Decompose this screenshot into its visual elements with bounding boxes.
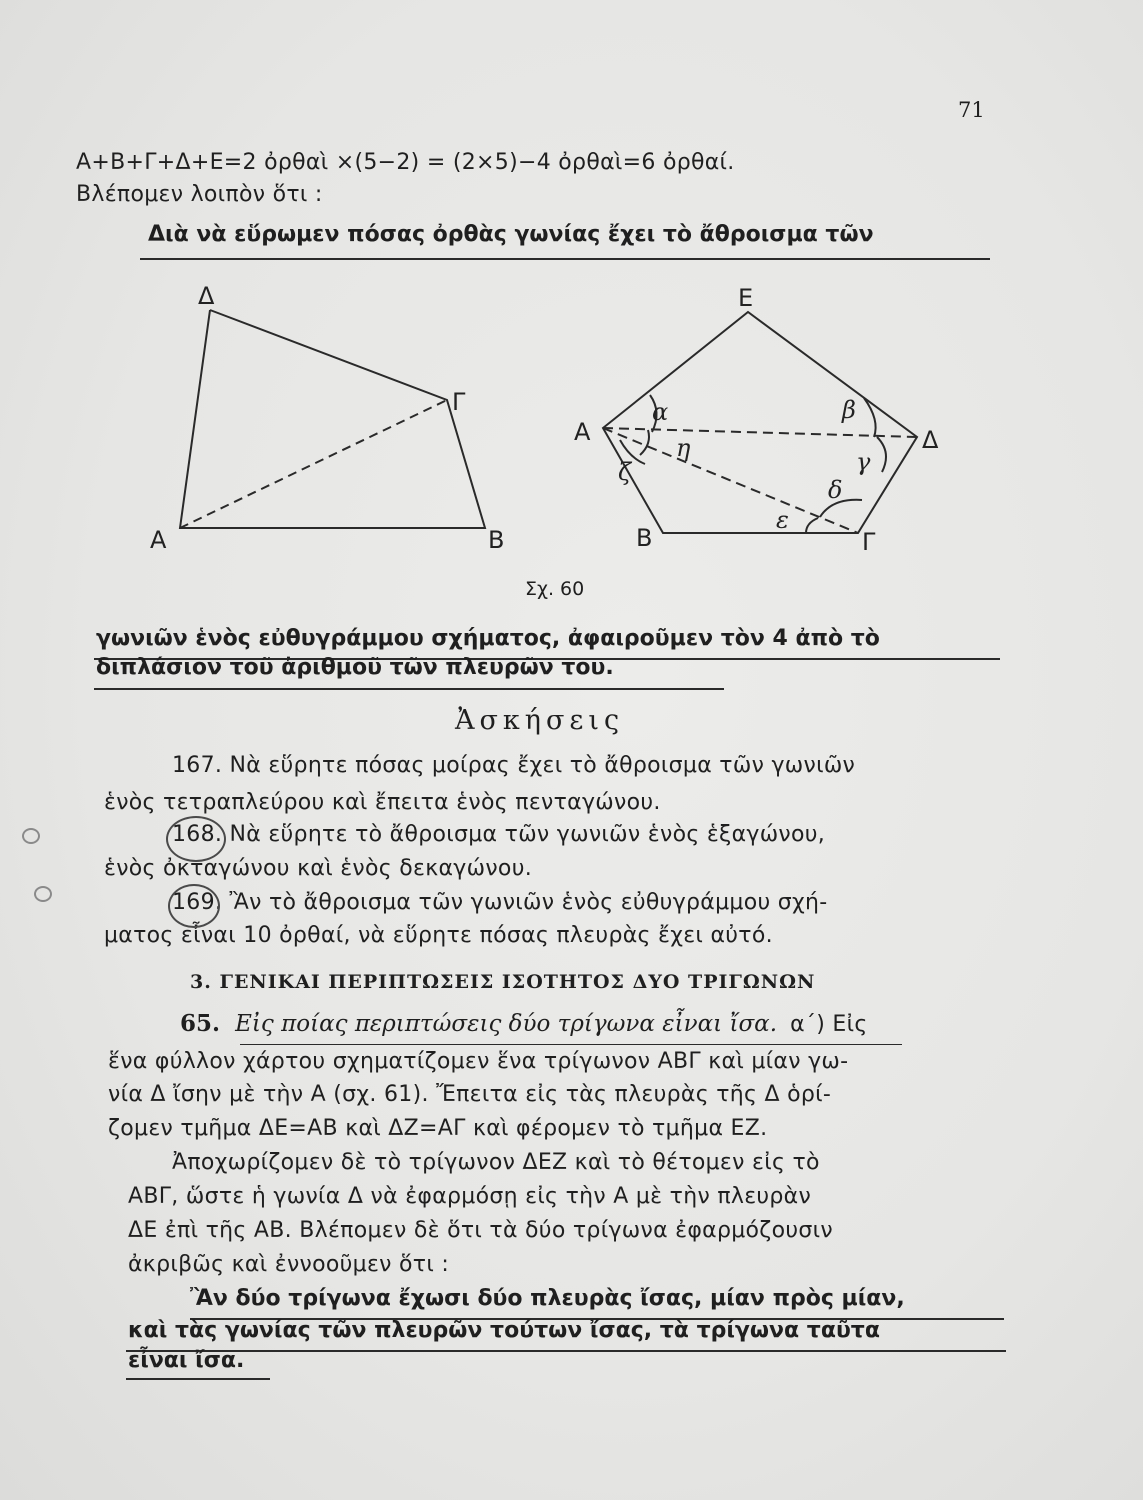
rule-underline-3 (94, 688, 724, 690)
quad-label-d: Δ (198, 282, 215, 310)
pent-label-e: Ε (738, 284, 754, 312)
exercise-169-line2: ματος εἶναι 10 ὀρθαί, νὰ εὕρητε πόσας πλευρὰς ἔχει αὐτό. (104, 923, 773, 948)
pent-label-d: Δ (922, 426, 939, 454)
theorem-underline-3 (126, 1378, 270, 1380)
figure-60 (0, 0, 1143, 620)
question-title: Εἰς ποίας περιπτώσεις δύο τρίγωνα εἶναι ἴσα. (235, 1011, 778, 1037)
pent-label-a: Α (574, 418, 591, 446)
angle-alpha: α (652, 398, 669, 426)
angle-delta: δ (828, 476, 843, 504)
theorem-line-2: καὶ τὰς γωνίας τῶν πλευρῶν τούτων ἴσας, τὰ τρίγωνα ταῦτα (128, 1318, 880, 1343)
formula-line: Α+Β+Γ+Δ+Ε=2 ὀρθαὶ ×(5−2) = (2×5)−4 ὀρθαὶ=6 ὀρθαί. (76, 150, 735, 175)
theorem-line-1: Ἂν δύο τρίγωνα ἔχωσι δύο πλευρὰς ἴσας, μίαν πρὸς μίαν, (190, 1286, 905, 1311)
body-line-3: ζομεν τμῆμα ΔΕ=ΑΒ καὶ ΔΖ=ΑΓ καὶ φέρομεν τὸ τμῆμα ΕΖ. (108, 1116, 768, 1141)
rule-line-3: διπλάσιον τοῦ ἀριθμοῦ τῶν πλευρῶν του. (96, 655, 614, 680)
exercise-168-line2: ἑνὸς ὀκταγώνου καὶ ἑνὸς δεκαγώνου. (104, 856, 533, 881)
handwritten-circle-169 (168, 884, 220, 928)
exercises-heading: Ἀσκήσεις (455, 705, 625, 736)
angle-gamma: γ (856, 448, 871, 476)
exercise-167-line1: 167. Νὰ εὕρητε πόσας μοίρας ἔχει τὸ ἄθροισμα τῶν γωνιῶν (172, 753, 856, 778)
section-title: 3. ΓΕΝΙΚΑΙ ΠΕΡΙΠΤΩΣΕΙΣ ΙΣΟΤΗΤΟΣ ΔΥΟ ΤΡΙΓΩΝΩΝ (190, 971, 816, 993)
exercise-169-line1: 169. Ἂν τὸ ἄθροισμα τῶν γωνιῶν ἑνὸς εὐθυγράμμου σχή- (172, 890, 828, 915)
pentagon (603, 312, 917, 533)
page-number: 71 (958, 98, 985, 122)
figure-caption: Σχ. 60 (525, 578, 585, 600)
arc-gamma (877, 437, 886, 472)
body-line-2: νία Δ ἴσην μὲ τὴν Α (σχ. 61). Ἔπειτα εἰς τὰς πλευρὰς τῆς Δ ὁρί- (108, 1082, 832, 1107)
intro-line: Βλέπομεν λοιπὸν ὅτι : (76, 182, 323, 207)
quad-diagonal (180, 400, 447, 528)
question-line (180, 1010, 868, 1037)
angle-eta: η (676, 434, 691, 462)
angle-zeta: ζ (618, 458, 632, 486)
rule-line-1: Διὰ νὰ εὕρωμεν πόσας ὀρθὰς γωνίας ἔχει τὸ ἄθροισμα τῶν (148, 222, 874, 247)
angle-epsilon: ε (776, 506, 789, 534)
question-continuation: α΄) Εἰς (790, 1012, 868, 1037)
arc-beta (864, 398, 876, 437)
exercise-167-line2: ἑνὸς τετραπλεύρου καὶ ἔπειτα ἑνὸς πενταγώνου. (104, 790, 661, 815)
pent-diagonal-ad (603, 428, 917, 437)
body-line-7: ἀκριβῶς καὶ ἐννοοῦμεν ὅτι : (128, 1252, 450, 1277)
quadrilateral (180, 310, 485, 528)
quad-label-g: Γ (452, 388, 466, 416)
pent-diagonal-ag (603, 428, 858, 533)
angle-beta: β (842, 396, 856, 424)
quad-label-a: Α (150, 526, 167, 554)
exercise-168-line1: 168. Νὰ εὕρητε τὸ ἄθροισμα τῶν γωνιῶν ἑνὸς ἑξαγώνου, (172, 822, 826, 847)
theorem-line-3: εἶναι ἴσα. (128, 1348, 245, 1373)
arc-epsilon (806, 518, 818, 533)
margin-mark-2 (34, 886, 52, 902)
pent-label-b: Β (636, 524, 653, 552)
question-number: 65. (180, 1010, 221, 1037)
arc-eta (640, 430, 649, 455)
question-underline (240, 1044, 902, 1045)
pent-label-g: Γ (862, 528, 876, 556)
body-line-5: ΑΒΓ, ὥστε ἡ γωνία Δ νὰ ἐφαρμόσῃ εἰς τὴν Α μὲ τὴν πλευρὰν (128, 1184, 812, 1209)
body-line-6: ΔΕ ἐπὶ τῆς ΑΒ. Βλέπομεν δὲ ὅτι τὰ δύο τρίγωνα ἐφαρμόζουσιν (128, 1218, 833, 1243)
rule-line-2: γωνιῶν ἑνὸς εὐθυγράμμου σχήματος, ἀφαιροῦμεν τὸν 4 ἀπὸ τὸ (96, 626, 880, 651)
body-line-4: Ἀποχωρίζομεν δὲ τὸ τρίγωνον ΔΕΖ καὶ τὸ θέτομεν εἰς τὸ (172, 1150, 820, 1175)
margin-mark-1 (22, 828, 40, 844)
theorem-underline-2 (126, 1350, 1006, 1352)
body-line-1: ἕνα φύλλον χάρτου σχηματίζομεν ἕνα τρίγωνον ΑΒΓ καὶ μίαν γω- (108, 1049, 849, 1074)
handwritten-circle-168 (166, 816, 226, 862)
quad-label-b: Β (488, 526, 505, 554)
